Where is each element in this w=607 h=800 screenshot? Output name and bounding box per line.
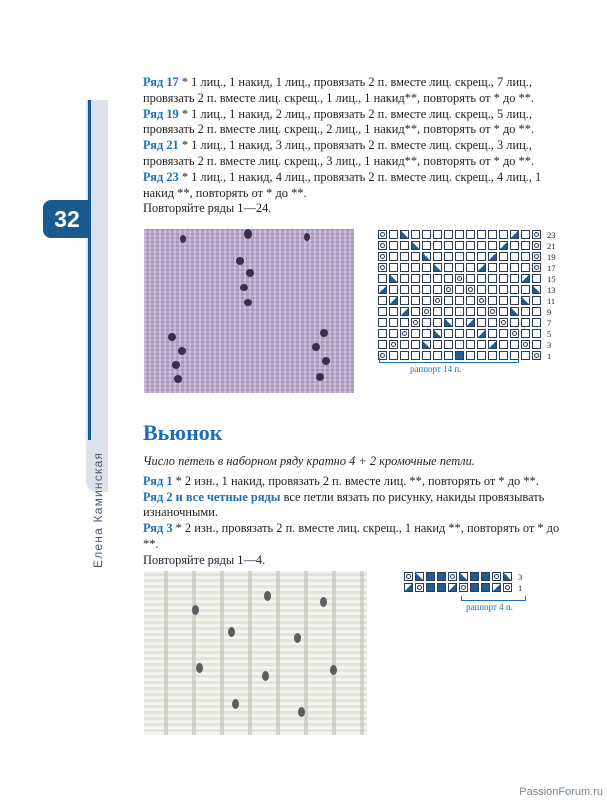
chart-cell [378,318,387,327]
chart-cell [492,583,501,592]
knitting-chart-1 [378,230,558,360]
chart-cell [532,230,541,239]
chart-cell [411,274,420,283]
pattern2-instructions [143,454,563,569]
pattern2-cast-on: Число петель в наборном ряду кратно 4 + 2 кромочные петли. [143,454,475,468]
rapport-tick [379,358,380,363]
chart-cell [444,329,453,338]
chart-cell [481,572,490,581]
chart-cell [510,230,519,239]
chart-cell [411,263,420,272]
chart-cell [532,252,541,261]
chart-cell [466,351,475,360]
chart-cell [415,583,424,592]
chart-cell [499,351,508,360]
page-number: 32 [43,200,91,238]
chart-cell [400,340,409,349]
chart-cell [433,274,442,283]
chart-cell [455,329,464,338]
knitting-chart-2 [404,572,564,598]
chart-cell [503,572,512,581]
chart-cell [521,329,530,338]
chart-row-number: 21 [547,241,556,251]
chart-cell [378,307,387,316]
chart-row-number: 3 [518,572,523,582]
chart-cell [532,263,541,272]
rapport-line-2 [461,600,526,601]
chart-cell [455,351,464,360]
chart-row-number: 1 [518,583,523,593]
chart-cell [400,307,409,316]
chart-cell [466,230,475,239]
chart-cell [389,252,398,261]
chart-cell [444,230,453,239]
chart-cell [521,241,530,250]
chart-cell [521,230,530,239]
chart-cell [455,296,464,305]
chart-cell [422,252,431,261]
chart-row-number: 7 [547,318,552,328]
chart-cell [378,263,387,272]
chart-cell [521,351,530,360]
chart-cell [411,296,420,305]
chart-cell [400,329,409,338]
chart-cell [510,252,519,261]
chart-cell [389,329,398,338]
chart-cell [532,285,541,294]
chart-cell [455,252,464,261]
chart-cell [411,241,420,250]
chart-cell [499,263,508,272]
chart-cell [433,241,442,250]
chart-cell [404,572,413,581]
chart-cell [433,307,442,316]
chart-cell [532,307,541,316]
chart-cell [422,296,431,305]
chart-cell [437,572,446,581]
chart-cell [389,274,398,283]
chart-cell [477,263,486,272]
chart-cell [411,230,420,239]
chart-cell [422,351,431,360]
chart-cell [433,230,442,239]
chart-cell [466,307,475,316]
chart-cell [389,241,398,250]
chart-cell [433,329,442,338]
chart-cell [389,307,398,316]
chart-cell [481,583,490,592]
chart-cell [488,252,497,261]
chart-cell [488,307,497,316]
chart-cell [466,285,475,294]
chart-cell [466,274,475,283]
chart-cell [532,340,541,349]
chart-row-number: 5 [547,329,552,339]
chart-cell [477,241,486,250]
chart-cell [503,583,512,592]
pattern1-row: Ряд 19 * 1 лиц., 1 накид, 2 лиц., провязать 2 п. вместе лиц. скрещ., 5 лиц., провязать 2 п. вместе лиц. скрещ., 2 лиц., 1 накид**, повторять от * до **. [143,106,535,137]
chart-cell [433,340,442,349]
chart-cell [532,296,541,305]
chart-row-number: 1 [547,351,552,361]
chart-cell [466,263,475,272]
chart-cell [532,274,541,283]
rapport-tick [518,358,519,363]
chart-cell [404,583,413,592]
chart-cell [455,318,464,327]
pattern1-repeat: Повторяйте ряды 1—24. [143,201,272,216]
chart-cell [477,307,486,316]
chart-cell [433,252,442,261]
chart-row-number: 3 [547,340,552,350]
chart-cell [400,263,409,272]
chart-cell [444,340,453,349]
chart-cell [459,572,468,581]
pattern2-row: Ряд 1 * 2 изн., 1 накид, провязать 2 п. вместе лиц. **, повторять от * до **. [143,473,539,488]
chart-cell [499,340,508,349]
chart-cell [488,230,497,239]
chart-cell [521,252,530,261]
chart-cell [389,285,398,294]
chart-cell [415,572,424,581]
chart-cell [521,263,530,272]
chart-cell [477,351,486,360]
chart-cell [488,285,497,294]
chart-cell [488,340,497,349]
chart-cell [510,241,519,250]
chart-cell [499,285,508,294]
chart-cell [466,252,475,261]
pattern2-row: Ряд 3 * 2 изн., провязать 2 п. вместе лиц. скрещ., 1 накид **, повторять от * до **. [143,521,560,551]
chart-cell [521,274,530,283]
chart-cell [466,241,475,250]
chart-cell [400,274,409,283]
chart-cell [426,572,435,581]
chart-row-number: 23 [547,230,556,240]
chart-cell [488,351,497,360]
chart-cell [378,329,387,338]
chart-cell [499,296,508,305]
chart-row-number: 19 [547,252,556,262]
rapport-label-1: раппорт 14 п. [410,364,462,374]
chart-row-number: 13 [547,285,556,295]
chart-cell [477,230,486,239]
pattern2-repeat: Повторяйте ряды 1—4. [143,552,266,567]
chart-cell [477,329,486,338]
chart-cell [422,263,431,272]
chart-cell [466,296,475,305]
chart-row-number: 15 [547,274,556,284]
chart-cell [510,340,519,349]
chart-cell [455,307,464,316]
knit-sample-photo-vyunok [144,571,367,735]
chart-cell [422,329,431,338]
chart-cell [499,230,508,239]
chart-cell [411,351,420,360]
chart-cell [400,285,409,294]
chart-cell [488,296,497,305]
chart-cell [499,241,508,250]
rapport-tick [525,596,526,601]
chart-row-number: 11 [547,296,556,306]
chart-cell [411,340,420,349]
chart-cell [422,340,431,349]
knit-sample-photo-lace [144,229,354,393]
chart-cell [510,263,519,272]
chart-cell [444,307,453,316]
chart-cell [448,572,457,581]
chart-cell [400,351,409,360]
chart-cell [532,351,541,360]
chart-cell [378,241,387,250]
chart-cell [488,329,497,338]
chart-cell [510,318,519,327]
pattern1-row: Ряд 17 * 1 лиц., 1 накид, 1 лиц., провязать 2 п. вместе лиц. скрещ., 7 лиц., провязать 2 п. вместе лиц. скрещ., 1 лиц., 1 накид**, повторять от * до **. [143,75,535,105]
chart-cell [521,285,530,294]
chart-cell [389,230,398,239]
chart-cell [422,241,431,250]
chart-cell [521,296,530,305]
chart-cell [400,318,409,327]
chart-cell [378,230,387,239]
chart-cell [488,263,497,272]
chart-cell [510,285,519,294]
chart-cell [477,274,486,283]
chart-cell [455,285,464,294]
chart-cell [444,241,453,250]
chart-cell [444,351,453,360]
chart-cell [422,318,431,327]
chart-cell [389,318,398,327]
chart-cell [444,318,453,327]
chart-cell [455,230,464,239]
chart-cell [488,318,497,327]
chart-cell [521,340,530,349]
chart-cell [488,274,497,283]
chart-cell [389,296,398,305]
chart-row-number: 17 [547,263,556,273]
chart-cell [466,318,475,327]
chart-cell [389,340,398,349]
author-name: Елена Каминская [91,451,105,568]
chart-cell [444,263,453,272]
chart-cell [400,241,409,250]
chart-cell [378,340,387,349]
chart-cell [422,307,431,316]
chart-cell [455,274,464,283]
rapport-line-1 [379,362,519,363]
chart-cell [499,329,508,338]
chart-cell [510,296,519,305]
pattern2-row: Ряд 2 и все четные ряды все петли вязать по рисунку, накиды провязывать изнаночными. [143,489,545,520]
chart-cell [477,252,486,261]
chart-cell [400,296,409,305]
rapport-tick [461,596,462,601]
chart-cell [499,318,508,327]
chart-cell [532,318,541,327]
chart-cell [470,583,479,592]
chart-cell [433,318,442,327]
chart-cell [378,252,387,261]
chart-cell [411,252,420,261]
chart-cell [477,296,486,305]
chart-cell [422,274,431,283]
chart-cell [389,351,398,360]
chart-cell [444,296,453,305]
chart-cell [400,230,409,239]
chart-cell [521,318,530,327]
chart-cell [499,274,508,283]
chart-cell [499,307,508,316]
chart-cell [437,583,446,592]
chart-cell [455,263,464,272]
chart-cell [532,329,541,338]
watermark: PassionForum.ru [519,786,603,798]
chart-cell [477,318,486,327]
pattern1-instructions [143,75,563,217]
chart-cell [433,285,442,294]
chart-cell [389,263,398,272]
chart-cell [510,307,519,316]
chart-cell [488,241,497,250]
chart-cell [477,285,486,294]
chart-cell [466,340,475,349]
chart-cell [400,252,409,261]
chart-cell [426,583,435,592]
chart-cell [444,252,453,261]
chart-cell [444,274,453,283]
chart-cell [433,263,442,272]
chart-cell [470,572,479,581]
chart-cell [510,329,519,338]
chart-cell [411,285,420,294]
chart-cell [492,572,501,581]
pattern1-row: Ряд 23 * 1 лиц., 1 накид, 4 лиц., провязать 2 п. вместе лиц. скрещ., 4 лиц., 1 накид **, повторять от * до **. [143,169,542,200]
chart-cell [411,307,420,316]
chart-cell [532,241,541,250]
chart-cell [499,252,508,261]
side-rule [88,100,91,440]
chart-cell [422,285,431,294]
chart-cell [422,230,431,239]
pattern2-title: Вьюнок [143,420,223,445]
chart-cell [466,329,475,338]
pattern1-row: Ряд 21 * 1 лиц., 1 накид, 3 лиц., провязать 2 п. вместе лиц. скрещ., 3 лиц., провязать 2 п. вместе лиц. скрещ., 3 лиц., 1 накид**, повторять от * до **. [143,138,535,168]
chart-cell [411,329,420,338]
chart-cell [459,583,468,592]
chart-cell [378,285,387,294]
chart-cell [477,340,486,349]
chart-cell [448,583,457,592]
chart-cell [411,318,420,327]
chart-row-number: 9 [547,307,552,317]
chart-cell [455,340,464,349]
chart-cell [444,285,453,294]
chart-cell [433,351,442,360]
chart-cell [521,307,530,316]
chart-cell [455,241,464,250]
chart-cell [378,274,387,283]
chart-cell [433,296,442,305]
chart-cell [510,274,519,283]
rapport-label-2: раппорт 4 п. [466,602,513,612]
chart-cell [378,296,387,305]
